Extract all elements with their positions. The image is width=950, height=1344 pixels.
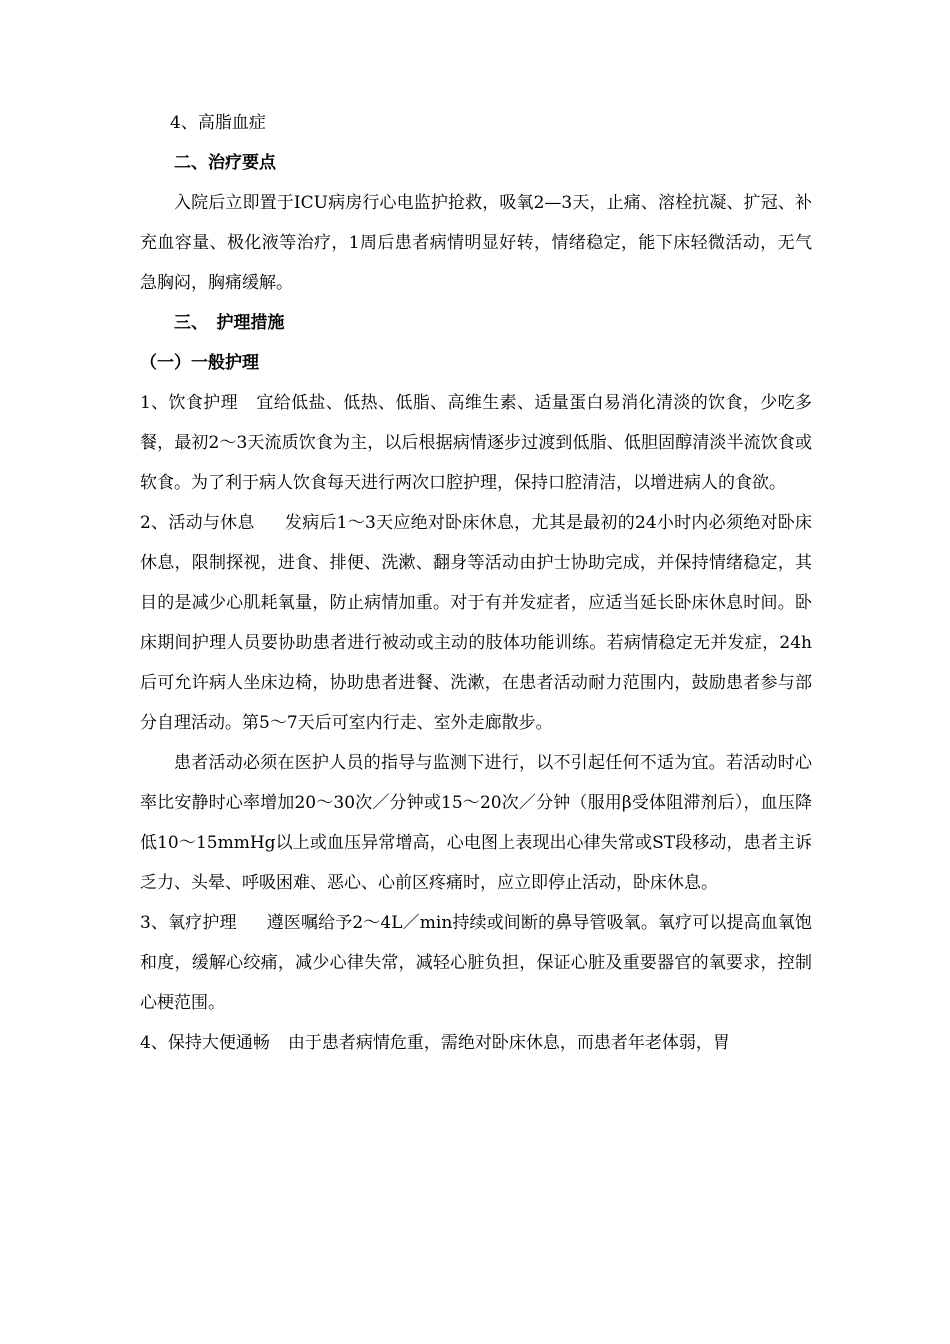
oxygen-label: 3、氧疗护理: [140, 913, 237, 933]
activity-text: 发病后1～3天应绝对卧床休息，尤其是最初的24小时内必须绝对卧床休息，限制探视，进食、排便、洗漱、翻身等活动由护士协助完成，并保持情绪稳定，其目的是减少心肌耗氧量，防止病情加重。对于有并发症者，应适当延长卧床休息时间。卧床期间护理人员要协助患者进行被动或主动的肢体功能训练。若病情稳定无并发症，24h后可允许病人坐床边椅，协助患者进餐、洗漱，在患者活动耐力范围内，鼓励患者参与部分自理活动。第5～7天后可室内行走、室外走廊散步。: [140, 513, 812, 733]
document-body: [140, 103, 812, 1063]
oxygen-paragraph: [140, 903, 812, 1023]
subsection-1-title: （一）一般护理: [140, 353, 259, 373]
diet-text: 宜给低盐、低热、低脂、高维生素、适量蛋白易消化清淡的饮食，少吃多餐，最初2～3天流质饮食为主，以后根据病情逐步过渡到低脂、低胆固醇清淡半流饮食或软食。为了利于病人饮食每天进行两次口腔护理，保持口腔清洁，以增进病人的食欲。: [140, 393, 812, 493]
bowel-label: 4、保持大便通畅: [140, 1033, 270, 1053]
activity-label: 2、活动与休息: [140, 513, 255, 533]
bowel-paragraph: [140, 1023, 812, 1063]
section-2-paragraph: 入院后立即置于ICU病房行心电监护抢救，吸氧2—3天，止痛、溶栓抗凝、扩冠、补充血容量、极化液等治疗，1周后患者病情明显好转，情绪稳定，能下床轻微活动，无气急胸闷，胸痛缓解。: [140, 193, 812, 293]
oxygen-text: 遵医嘱给予2～4L／min持续或间断的鼻导管吸氧。氧疗可以提高血氧饱和度，缓解心绞痛，减少心律失常，减轻心脏负担，保证心脏及重要器官的氧要求，控制心梗范围。: [140, 913, 812, 1013]
diet-paragraph: [140, 383, 812, 503]
bowel-text: 由于患者病情危重，需绝对卧床休息，而患者年老体弱，胃: [287, 1033, 730, 1053]
activity-paragraph: [140, 503, 812, 743]
section-2-title: 二、治疗要点: [174, 153, 276, 173]
item-hyperlipidemia: 4、高脂血症: [170, 113, 266, 133]
section-3-title: 三、 护理措施: [174, 313, 285, 333]
activity-monitor-paragraph: 患者活动必须在医护人员的指导与监测下进行，以不引起任何不适为宜。若活动时心率比安静时心率增加20～30次／分钟或15～20次／分钟（服用β受体阻滞剂后），血压降低10～15mmHg以上或血压异常增高，心电图上表现出心律失常或ST段移动，患者主诉乏力、头晕、呼吸困难、恶心、心前区疼痛时，应立即停止活动，卧床休息。: [140, 753, 812, 893]
diet-label: 1、饮食护理: [140, 393, 239, 413]
